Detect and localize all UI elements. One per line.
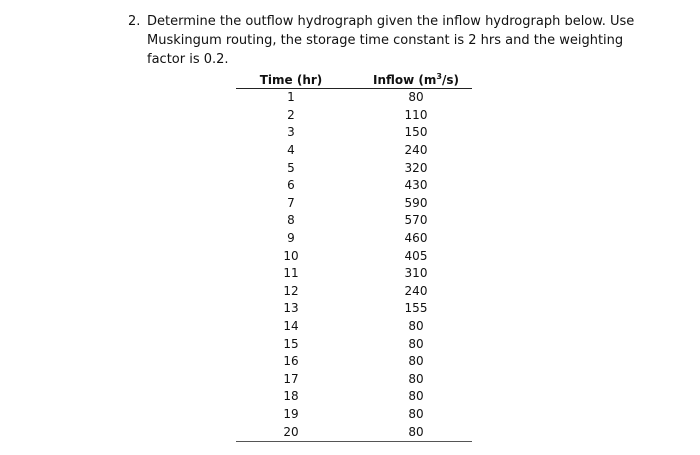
gap-cell xyxy=(346,371,360,389)
table-body xyxy=(236,89,472,442)
inflow-cell: 320 xyxy=(404,160,428,175)
table-row xyxy=(236,230,472,248)
problem-statement xyxy=(128,12,635,69)
time-cell: 7 xyxy=(287,195,295,210)
inflow-cell: 80 xyxy=(408,319,424,334)
time-cell: 17 xyxy=(283,371,299,386)
inflow-cell: 80 xyxy=(408,354,424,369)
time-cell: 4 xyxy=(287,143,295,158)
inflow-cell: 590 xyxy=(404,195,428,210)
inflow-cell: 240 xyxy=(404,283,428,298)
gap-cell xyxy=(346,124,360,142)
time-cell: 19 xyxy=(283,406,299,421)
inflow-column-header xyxy=(360,71,472,89)
problem-text-1: Determine the outflow hydrograph given the inflow hydrograph below. Use xyxy=(147,14,635,29)
time-cell: 18 xyxy=(283,389,299,404)
gap-cell xyxy=(346,230,360,248)
inflow-header-suffix: /s) xyxy=(441,72,459,87)
table-row xyxy=(236,107,472,125)
time-cell: 11 xyxy=(283,266,299,281)
time-column-header: Time (hr) xyxy=(236,71,346,89)
table-row xyxy=(236,371,472,389)
gap-cell xyxy=(346,107,360,125)
inflow-cell: 80 xyxy=(408,336,424,351)
gap-cell xyxy=(346,318,360,336)
time-cell: 3 xyxy=(287,125,295,140)
gap-cell xyxy=(346,406,360,424)
table-row xyxy=(236,283,472,301)
inflow-cell: 150 xyxy=(404,125,428,140)
table-row xyxy=(236,406,472,424)
problem-number: 2. xyxy=(128,14,141,29)
table-row xyxy=(236,265,472,283)
gap-cell xyxy=(346,283,360,301)
table-row xyxy=(236,318,472,336)
inflow-cell: 310 xyxy=(404,266,428,281)
gap-cell xyxy=(346,159,360,177)
inflow-cell: 570 xyxy=(404,213,428,228)
inflow-hydrograph-table xyxy=(236,71,472,442)
gap-cell xyxy=(346,353,360,371)
time-cell: 5 xyxy=(287,160,295,175)
table-row xyxy=(236,212,472,230)
table-row xyxy=(236,300,472,318)
inflow-header-prefix: Inflow (m xyxy=(373,72,437,87)
time-cell: 16 xyxy=(283,354,299,369)
time-cell: 20 xyxy=(236,423,346,441)
inflow-cell: 80 xyxy=(408,371,424,386)
table-row xyxy=(236,423,472,441)
inflow-cell: 110 xyxy=(404,107,428,122)
time-cell: 9 xyxy=(287,231,295,246)
inflow-cell: 240 xyxy=(404,143,428,158)
table-row xyxy=(236,124,472,142)
table-row xyxy=(236,353,472,371)
gap-cell xyxy=(346,388,360,406)
inflow-cell: 405 xyxy=(404,248,428,263)
gap-cell xyxy=(346,177,360,195)
inflow-cell: 155 xyxy=(404,301,428,316)
gap-cell xyxy=(346,212,360,230)
gap-cell xyxy=(346,265,360,283)
problem-line-3: factor is 0.2. xyxy=(147,52,229,67)
table-row xyxy=(236,159,472,177)
time-cell: 10 xyxy=(283,248,299,263)
inflow-cell: 80 xyxy=(360,423,472,441)
time-cell: 6 xyxy=(287,178,295,193)
table-row xyxy=(236,142,472,160)
time-cell: 12 xyxy=(283,283,299,298)
gap-cell xyxy=(346,300,360,318)
table-header-row xyxy=(236,71,472,89)
gap-cell xyxy=(346,335,360,353)
table-row xyxy=(236,195,472,213)
column-gap xyxy=(346,71,360,89)
inflow-cell: 80 xyxy=(408,406,424,421)
gap-cell xyxy=(346,89,360,107)
table-row xyxy=(236,335,472,353)
table-row xyxy=(236,247,472,265)
time-cell: 14 xyxy=(283,319,299,334)
gap-cell xyxy=(346,247,360,265)
problem-line-1 xyxy=(128,12,635,31)
inflow-header-superscript: 3 xyxy=(436,71,442,81)
inflow-cell: 80 xyxy=(408,90,424,105)
inflow-cell: 80 xyxy=(408,389,424,404)
table-row xyxy=(236,177,472,195)
gap-cell xyxy=(346,142,360,160)
problem-line-2: Muskingum routing, the storage time constant is 2 hrs and the weighting xyxy=(147,33,624,48)
time-cell: 1 xyxy=(287,90,295,105)
table-row xyxy=(236,89,472,107)
time-cell: 15 xyxy=(283,336,299,351)
time-cell: 13 xyxy=(283,301,299,316)
gap-cell xyxy=(346,423,360,441)
gap-cell xyxy=(346,195,360,213)
time-cell: 2 xyxy=(287,107,295,122)
inflow-cell: 430 xyxy=(404,178,428,193)
table-row xyxy=(236,388,472,406)
time-cell: 8 xyxy=(287,213,295,228)
inflow-cell: 460 xyxy=(404,231,428,246)
